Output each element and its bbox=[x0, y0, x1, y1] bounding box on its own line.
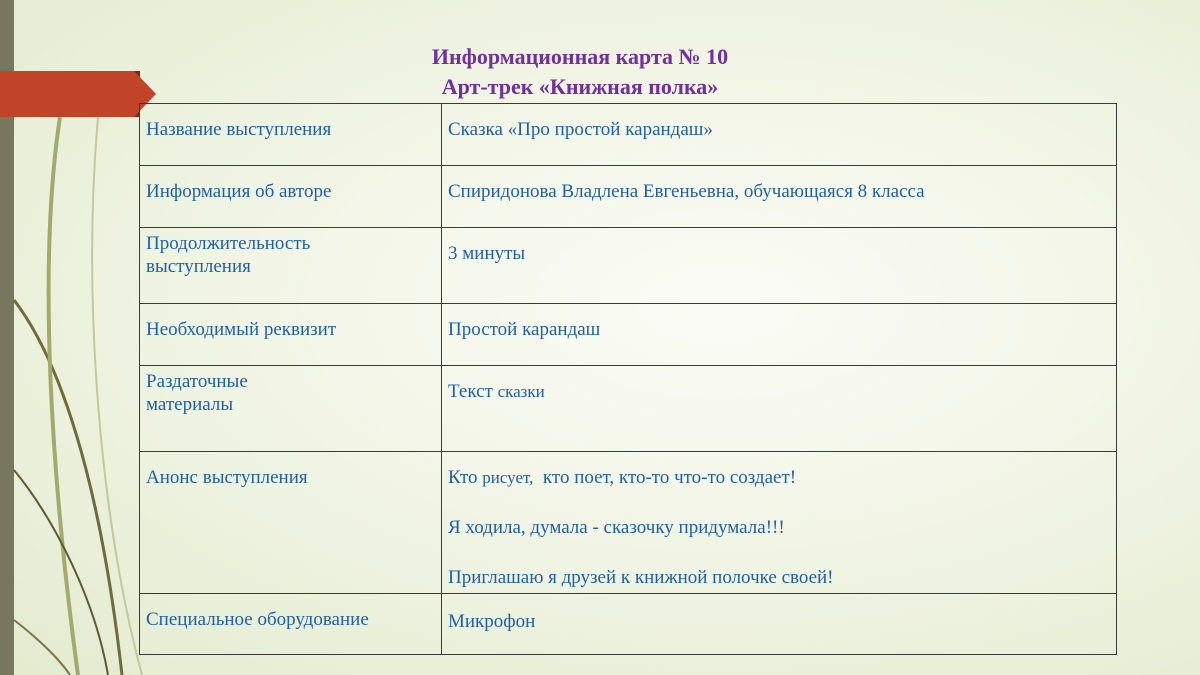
table-row bbox=[140, 366, 1117, 452]
row-value: Микрофон bbox=[442, 594, 1117, 655]
announcement-value bbox=[442, 452, 1117, 594]
row-label: Специальное оборудование bbox=[140, 594, 442, 655]
table-row bbox=[140, 304, 1117, 366]
announcement-word: Кто bbox=[448, 467, 478, 488]
row-value: Сказка «Про простой карандаш» bbox=[442, 104, 1117, 166]
row-label: Название выступления bbox=[140, 104, 442, 166]
decor-line-5 bbox=[14, 620, 70, 675]
announcement-line: Я ходила, думала - сказочку придумала!!! bbox=[448, 517, 785, 538]
row-value: 3 минуты bbox=[442, 228, 1117, 304]
announcement-word: рисует, bbox=[482, 468, 534, 487]
row-value-part: Текст bbox=[448, 381, 493, 402]
row-label: Информация об авторе bbox=[140, 166, 442, 228]
table-row bbox=[140, 452, 1117, 594]
row-value: Спиридонова Владлена Евгеньевна, обучающаяся 8 класса bbox=[442, 166, 1117, 228]
row-label: Необходимый реквизит bbox=[140, 304, 442, 366]
table-row bbox=[140, 166, 1117, 228]
page-title bbox=[0, 42, 1160, 102]
row-label-line: Продолжительность bbox=[146, 233, 311, 254]
row-label-line: материалы bbox=[146, 394, 234, 415]
announcement-line bbox=[448, 466, 1110, 489]
table-row bbox=[140, 104, 1117, 166]
announcement-line: Приглашаю я друзей к книжной полочке своей! bbox=[448, 567, 834, 588]
decor-line-4 bbox=[92, 117, 142, 675]
table-row bbox=[140, 594, 1117, 655]
row-label bbox=[140, 228, 442, 304]
row-value-part: сказки bbox=[497, 382, 545, 401]
title-line-2: Арт-трек «Книжная полка» bbox=[441, 74, 719, 99]
row-label-line: выступления bbox=[146, 256, 251, 277]
row-label bbox=[140, 366, 442, 452]
title-line-1: Информационная карта № 10 bbox=[431, 44, 729, 69]
announcement-word: кто поет, кто-то что-то создает! bbox=[542, 467, 797, 488]
info-card-table bbox=[139, 103, 1117, 655]
row-value bbox=[442, 366, 1117, 452]
table-row bbox=[140, 228, 1117, 304]
row-value: Простой карандаш bbox=[442, 304, 1117, 366]
row-label-line: Раздаточные bbox=[146, 371, 248, 392]
row-label: Анонс выступления bbox=[140, 452, 442, 594]
